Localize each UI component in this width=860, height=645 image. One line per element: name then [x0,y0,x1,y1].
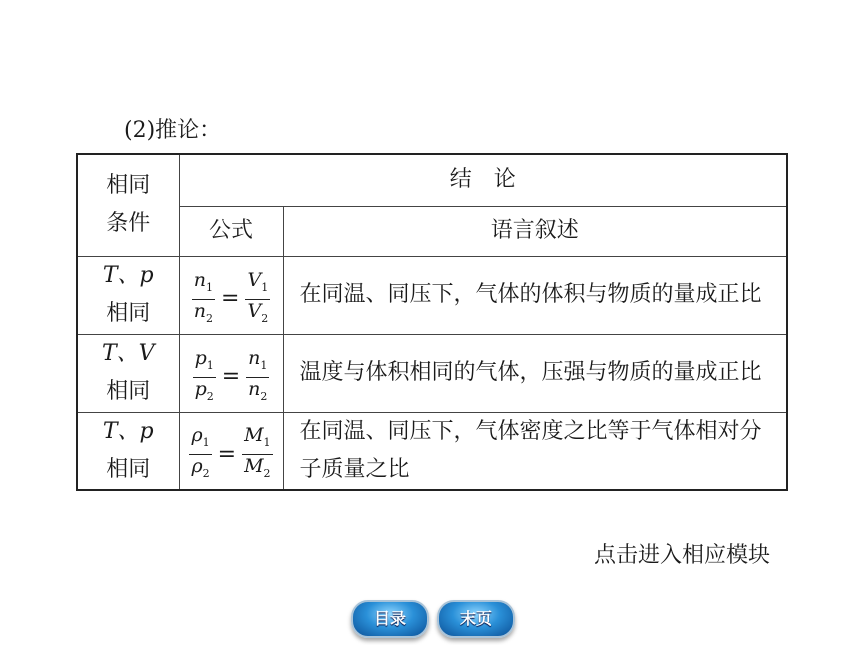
fraction-right: $\frac{n_1}{n_2}$ [248,346,268,403]
formula [193,347,270,408]
inference-table [76,153,788,491]
fraction-left: $\frac{\rho_1}{\rho_2}$ [191,424,210,481]
description-cell: 在同温、同压下，气体的体积与物质的量成正比 [283,256,787,334]
description-cell: 温度与体积相同的气体，压强与物质的量成正比 [283,334,787,412]
formula-cell [179,334,283,412]
condition-cell [77,334,179,412]
condition-line2: 相同 [106,301,151,326]
table-row [77,334,787,412]
formula [189,424,272,485]
enter-module-link[interactable]: 点击进入相应模块 [593,543,770,568]
equals-sign: = [221,364,241,389]
formula-cell [179,412,283,490]
condition-line1: T、p [102,418,154,444]
table-header-row [77,154,787,206]
formula-cell [179,256,283,334]
condition-line1: T、p [102,263,154,288]
table-row [77,412,787,490]
condition-header-cell [77,154,179,256]
description-cell: 在同温、同压下，气体密度之比等于气体相对分子质量之比 [283,412,787,490]
conclusion-header-cell: 结 论 [179,154,787,206]
contents-button-label: 目录 [373,609,406,628]
contents-button[interactable] [351,600,429,638]
condition-header-line1: 相同 [106,173,151,199]
section-heading: (2)推论： [124,118,222,143]
fraction-right: $\frac{M_1}{M_2}$ [244,424,271,481]
equals-sign: = [221,286,240,311]
condition-header-line2: 条件 [106,211,151,237]
description-header-cell: 语言叙述 [283,206,787,256]
equals-sign: = [217,441,237,467]
condition-cell [77,256,179,334]
condition-line1: T、V [101,341,155,366]
table-row [77,256,787,334]
table-subheader-row [77,206,787,256]
fraction-right: $\frac{V_1}{V_2}$ [247,268,269,325]
fraction-left: $\frac{n_1}{n_2}$ [193,268,214,325]
fraction-left: $\frac{p_1}{p_2}$ [194,346,214,403]
condition-cell [77,412,179,490]
condition-line2: 相同 [106,456,151,482]
formula [192,269,270,330]
condition-line2: 相同 [106,379,151,404]
last-page-button[interactable] [437,600,515,638]
last-page-button-label: 末页 [459,609,492,628]
formula-header-cell: 公式 [179,206,283,256]
